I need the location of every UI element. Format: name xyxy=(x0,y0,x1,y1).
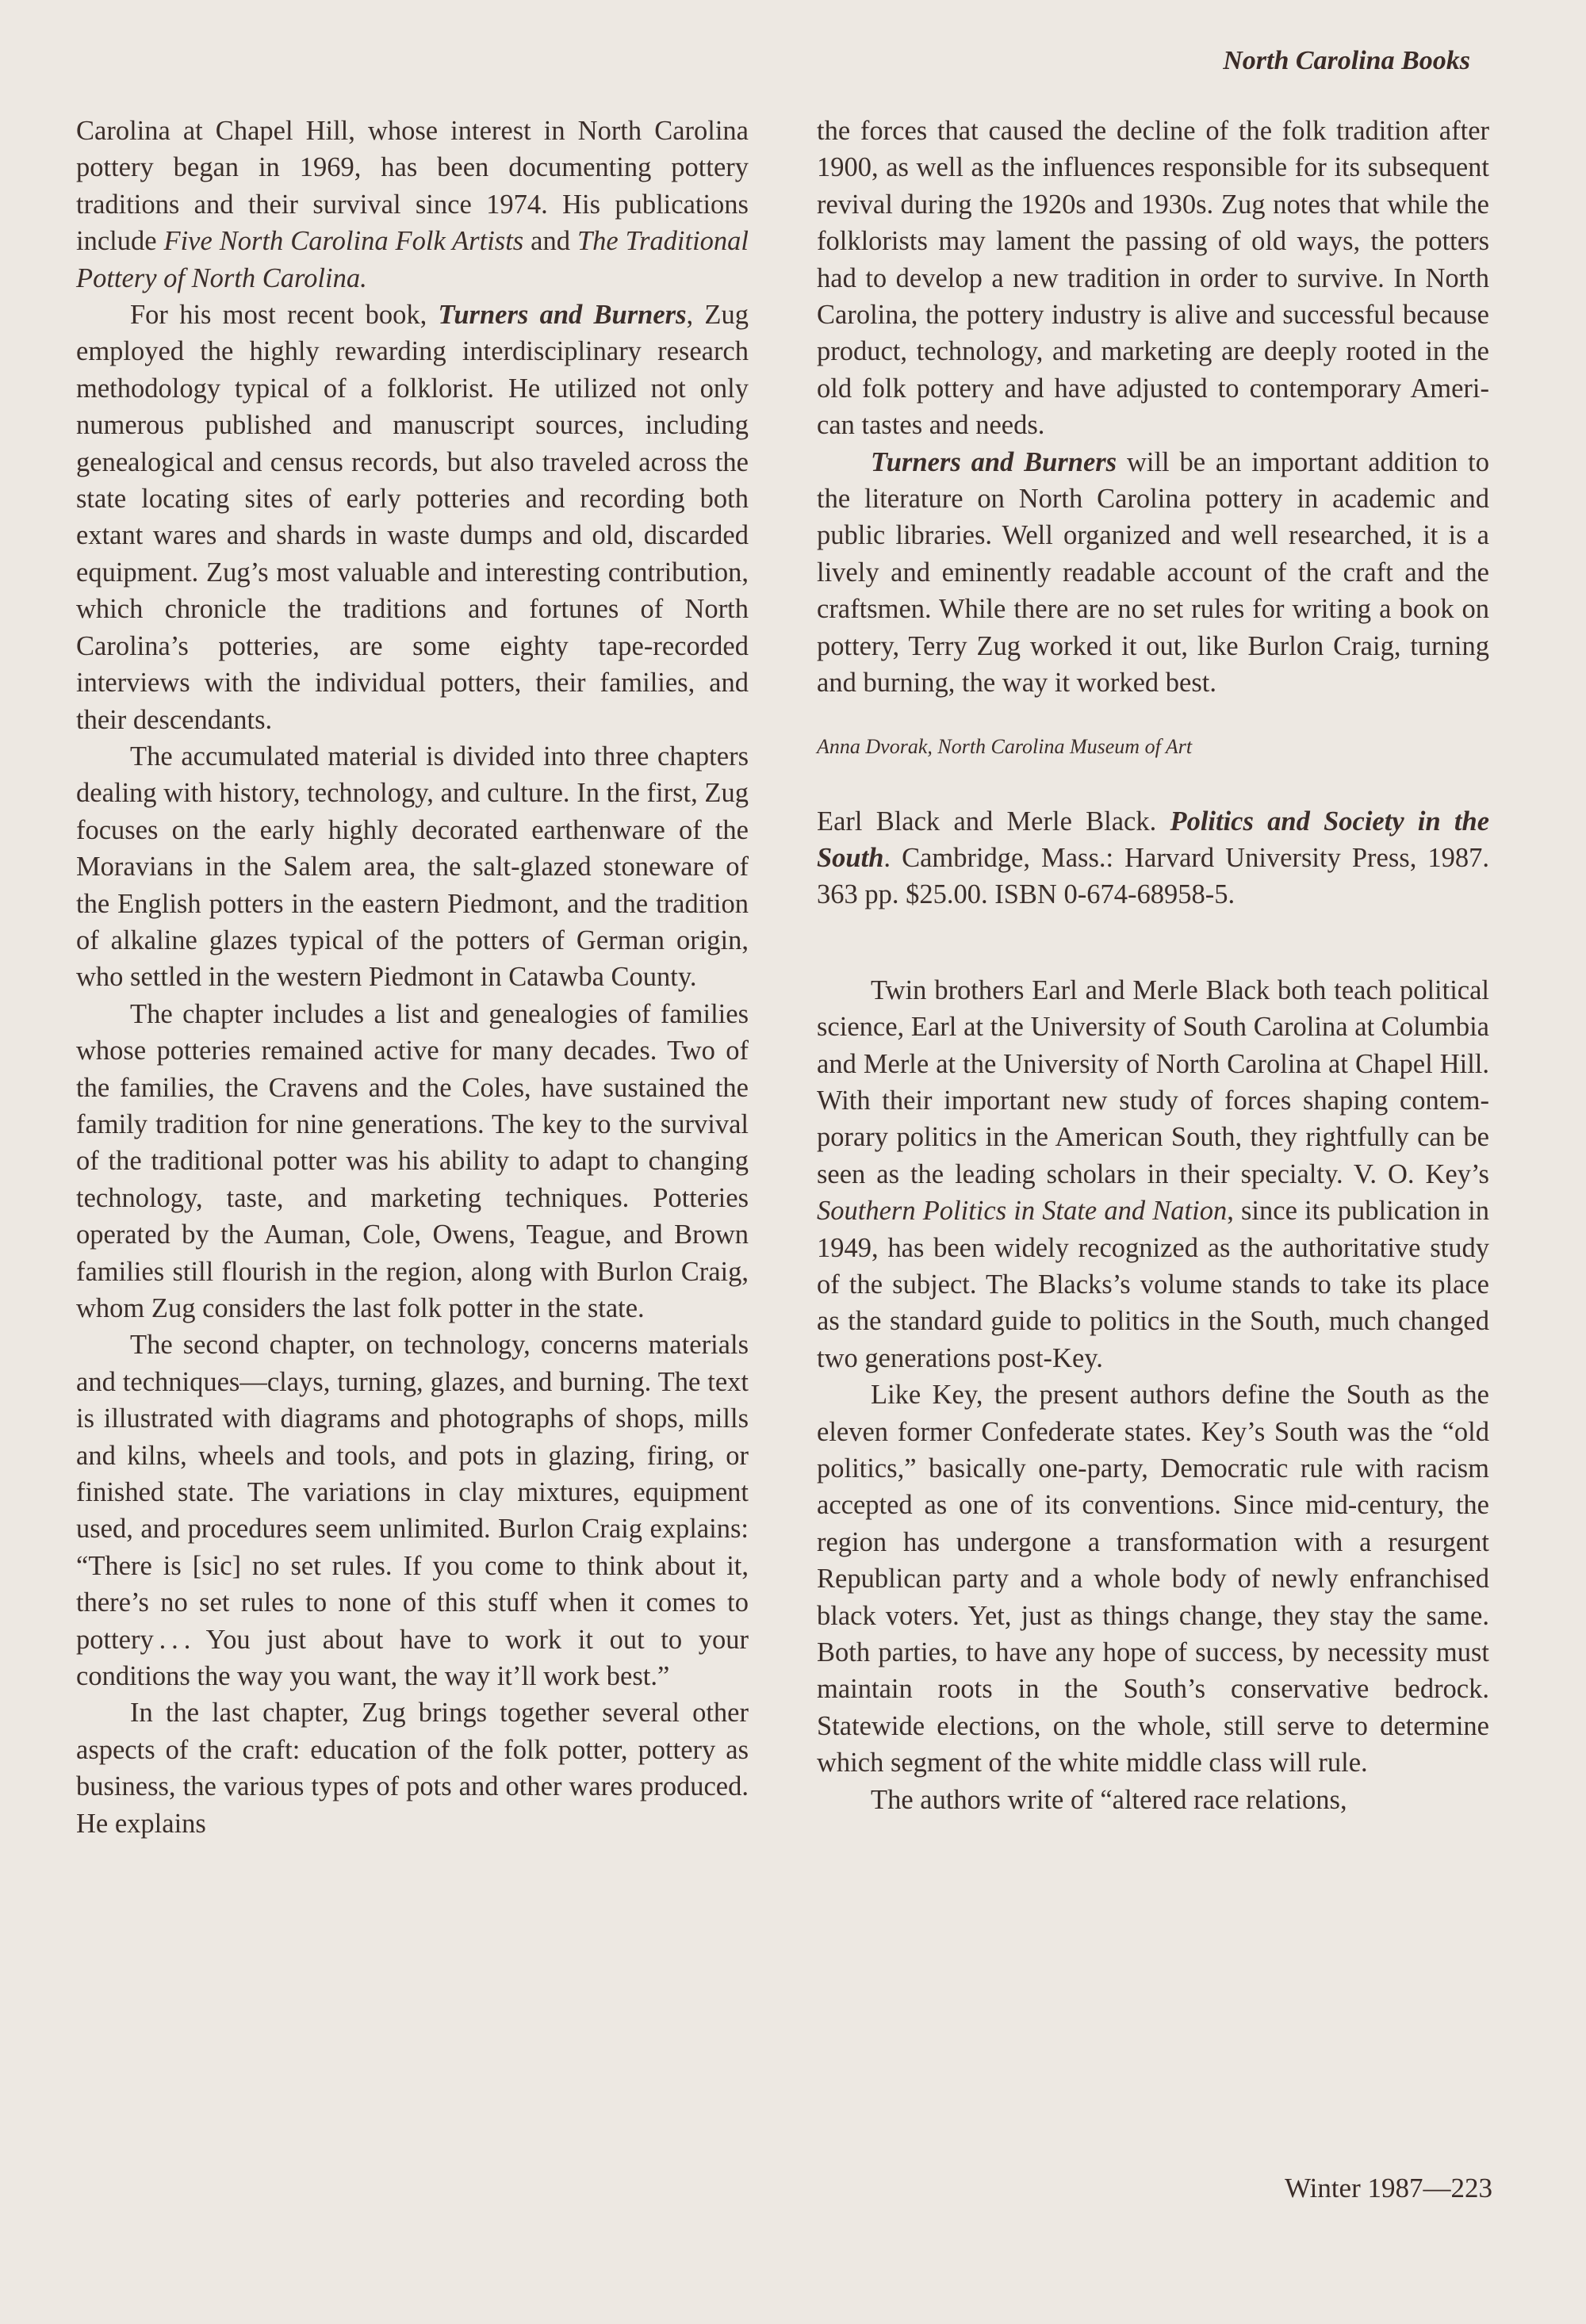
citation-details: . Cambridge, Mass.: Harvard University Press, 1987. 363 pp. $25.00. ISBN 0-674-68958-5. xyxy=(817,842,1489,910)
running-head: North Carolina Books xyxy=(1223,46,1470,75)
paragraph-race-relations: The authors write of “altered race relations, xyxy=(871,1784,1347,1815)
body-text: , since its publication in 1949, has been widely recognized as the authoritative study of the subject. The Blacks’s volume stands to take its place as the standard guide to politics in the South, much changed two generations post-Key. xyxy=(817,1196,1489,1373)
paragraph-south-definition: Like Key, the present authors define the South as the eleven former Confederate states. Key’s South was the “old politics,” basically one-party, Democratic rule with racism accepted as one of its conventions. Since mid-century, the region has undergone a transformation with a resurgent Republican party and a whole body of newly enfranchised black voters. Yet, just as things change, they stay the same. Both parties, to have any hope of success, by necessity must maintain roots in the South’s conservative bedrock. Statewide elections, on the whole, still serve to determine which segment of the white middle class will rule. xyxy=(817,1380,1489,1778)
right-column xyxy=(817,113,1489,1818)
citation-authors: Earl Black and Merle Black. xyxy=(817,806,1170,837)
paragraph-methodology xyxy=(76,297,749,738)
book-title: Southern Politics in State and Nation xyxy=(817,1196,1228,1227)
paragraph-genealogies: The chapter includes a list and genealogies of families whose potteries remained active for many decades. Two of the families, the Cravens and the Coles, have sustained the family tradition for nine generations. The key to the survival of the traditional potter was his ability to adapt to changing technology, taste, and marketing techniques. Potteries operated by the Auman, Cole, Owens, Teague, and Brown families still flourish in the region, along with Burlon Craig, whom Zug considers the last folk potter in the state. xyxy=(76,998,749,1323)
book-title: Turners and Burners xyxy=(438,300,687,331)
book-title: The Traditional Pottery of North Carolina. xyxy=(76,226,749,293)
book-title: Politics and Society in the South xyxy=(817,806,1490,873)
book-title: Five North Carolina Folk Artists xyxy=(163,226,524,257)
body-text: will be an important addition to the literature on North Carolina pottery in academic and public libraries. Well organized and well researched, it is a lively and eminently readable account of the craft and the craftsmen. While there are no set rules for writing a book on pottery, Terry Zug worked it out, like Burlon Craig, turning and burning, the way it worked best. xyxy=(817,446,1489,699)
book-title: Turners and Burners xyxy=(871,446,1117,477)
paragraph-last-chapter: In the last chapter, Zug brings together several other aspects of the craft: education of the folk potter, pottery as business, the various types of pots and other wares produced. He explains xyxy=(76,1698,749,1839)
paragraph-zug-bio xyxy=(76,113,749,297)
paragraph-review-conclusion xyxy=(817,444,1489,702)
reviewer-byline: Anna Dvorak, North Carolina Museum of Art xyxy=(817,734,1193,758)
paragraph-authors-intro xyxy=(817,972,1489,1376)
body-text: For his most recent book, xyxy=(130,300,439,331)
page-folio: Winter 1987—223 xyxy=(1284,2173,1492,2203)
body-text: and xyxy=(523,226,577,257)
body-text: Carolina at Chapel Hill, whose interest in North Carolina pottery began in 1969, has been documenting pottery traditions and their survival since 1974. His publications include xyxy=(76,116,749,257)
left-column xyxy=(76,113,749,1842)
book-citation xyxy=(817,803,1489,913)
paragraph-decline-revival: the forces that caused the decline of the folk tradition after 1900, as well as the influences responsible for its subsequent revival during the 1920s and 1930s. Zug notes that while the folklorists may lament the passing of old ways, the potters had to develop a new tradition in order to survive. In North Carolina, the pottery industry is alive and successful because product, technology, and marketing are deeply rooted in the old folk pottery and have adjusted to contemporary American tastes and needs. xyxy=(817,116,1489,441)
body-text: Twin brothers Earl and Merle Black both teach political science, Earl at the University of South Carolina at Columbia and Merle at the University of North Carolina at Chapel Hill. With their important new study of forces shaping contemporary politics in the American South, they rightfully can be seen as the leading scholars in their specialty. V. O. Key’s xyxy=(817,974,1489,1189)
paragraph-technology: The second chapter, on technology, concerns materials and techniques—clays, turning, glazes, and burning. The text is illustrated with diagrams and photographs of shops, mills and kilns, wheels and tools, and pots in glazing, firing, or finished state. The variations in clay mixtures, equipment used, and procedures seem unlimited. Burlon Craig explains: “There is [sic] no set rules. If you come to think about it, there’s no set rules to none of this stuff when it comes to pottery . . . You just about have to work it out to your conditions the way you want, the way it’ll work best.” xyxy=(76,1330,749,1692)
body-text: , Zug employed the highly rewarding interdisciplinary research methodology typical of a folklorist. He utilized not only numerous published and manuscript sources, including genealogical and census records, but also traveled across the state locating sites of early potteries and recording both extant wares and shards in waste dumps and old, discarded equipment. Zug’s most valuable and interesting contribution, which chronicle the traditions and fortunes of North Carolina’s potteries, are some eighty tape-recorded interviews with the individual potters, their families, and their descendants. xyxy=(76,300,749,735)
paragraph-chapters: The accumulated material is divided into three chapters dealing with history, technology, and culture. In the first, Zug focuses on the early highly decorated earthenware of the Moravians in the Salem area, the salt-glazed stoneware of the English potters in the eastern Piedmont, and the tradition of alkaline glazes typical of the potters of German origin, who settled in the western Piedmont in Catawba County. xyxy=(76,741,749,993)
